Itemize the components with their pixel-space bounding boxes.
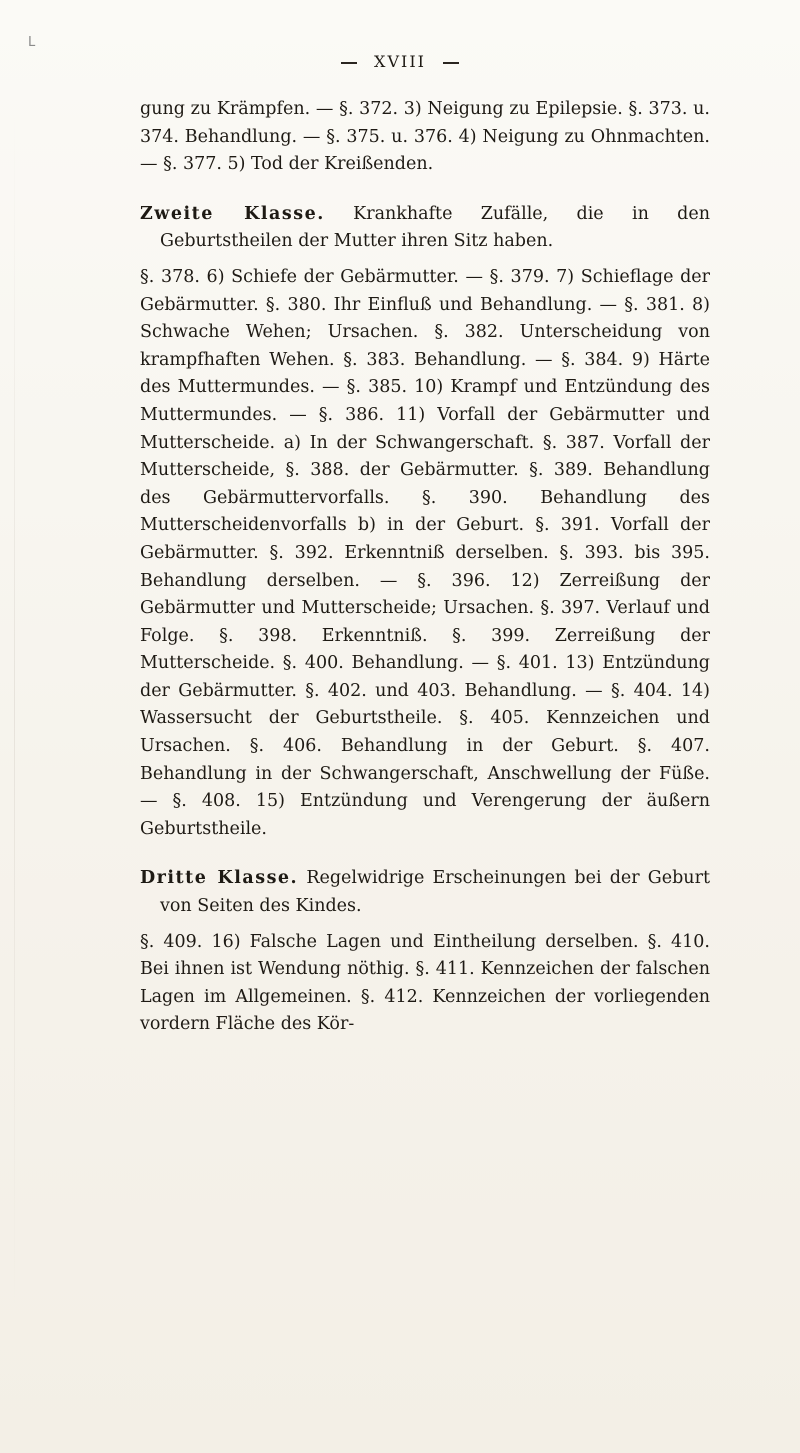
spacer	[140, 921, 710, 929]
running-head-dash-right	[443, 62, 459, 64]
spacer	[140, 843, 710, 865]
table-of-contents-text	[140, 96, 710, 1039]
second-class-label: Zweite Klasse.	[140, 203, 325, 224]
running-head-dash-left	[341, 62, 357, 64]
third-class-title: Regelwidrige Erscheinungen bei der Geburt von Seiten des Kindes.	[160, 868, 710, 917]
third-class-heading	[140, 865, 710, 920]
third-class-label: Dritte Klasse.	[140, 868, 299, 889]
continuation-paragraph: gung zu Krämpfen. — §. 372. 3) Neigung zu Epilepsie. §. 373. u. 374. Behandlung. — §. 375. u. 376. 4) Neigung zu Ohnmachten. — §. 377. 5) Tod der Kreißenden.	[140, 99, 710, 175]
spacer	[140, 256, 710, 264]
corner-mark: L	[28, 35, 36, 50]
second-class-body: §. 378. 6) Schiefe der Gebärmutter. — §. 379. 7) Schieflage der Gebärmutter. §. 380. Ihr Einfluß und Behandlung. — §. 381. 8) Schwache Wehen; Ursachen. §. 382. Unterscheidung von krampfhaften Wehen. §. 383. Behandlung. — §. 384. 9) Härte des Muttermundes. — §. 385. 10) Krampf und Entzündung des Muttermundes. — §. 386. 11) Vorfall der Gebärmutter und Mutterscheide. a) In der Schwangerschaft. §. 387. Vorfall der Mutterscheide, §. 388. der Gebärmutter. §. 389. Behandlung des Gebärmuttervorfalls. §. 390. Behandlung des Mutterscheidenvorfalls b) in der Geburt. §. 391. Vorfall der Gebärmutter. §. 392. Erkenntniß derselben. §. 393. bis 395. Behandlung derselben. — §. 396. 12) Zerreißung der Gebärmutter und Mutterscheide; Ursachen. §. 397. Verlauf und Folge. §. 398. Erkenntniß. §. 399. Zerreißung der Mutterscheide. §. 400. Behandlung. — §. 401. 13) Entzündung der Gebärmutter. §. 402. und 403. Behandlung. — §. 404. 14) Wassersucht der Geburtstheile. §. 405. Kennzeichen und Ursachen. §. 406. Behandlung in der Geburt. §. 407. Behandlung in der Schwangerschaft, Anschwellung der Füße. — §. 408. 15) Entzündung und Verengerung der äußern Geburtstheile.	[140, 266, 710, 839]
page-edge-shadow	[14, 110, 15, 1310]
running-head	[0, 52, 800, 71]
third-class-body: §. 409. 16) Falsche Lagen und Eintheilung derselben. §. 410. Bei ihnen ist Wendung nöthig. §. 411. Kennzeichen der falschen Lagen im Allgemeinen. §. 412. Kennzeichen der vorliegenden vordern Fläche des Kör-	[140, 931, 710, 1035]
page-number: XVIII	[374, 52, 426, 71]
second-class-heading	[140, 201, 710, 256]
second-class-title: Krankhafte Zufälle, die in den Geburtstheilen der Mutter ihren Sitz haben.	[160, 203, 710, 252]
spacer	[140, 179, 710, 201]
